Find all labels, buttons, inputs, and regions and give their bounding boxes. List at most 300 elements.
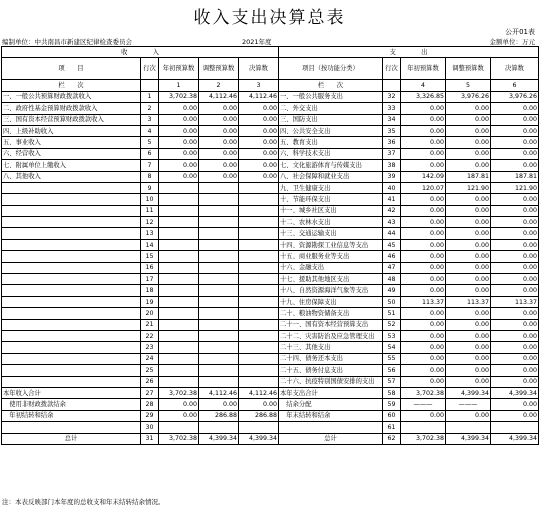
amount-cell: 0.00 bbox=[401, 239, 446, 250]
row-number-cell: 13 bbox=[141, 228, 159, 239]
amount-cell: 0.00 bbox=[491, 285, 539, 296]
amount-cell: 3,702.38 bbox=[159, 387, 199, 398]
amount-cell bbox=[239, 274, 279, 285]
amount-cell: 0.00 bbox=[401, 205, 446, 216]
row-number-cell: 43 bbox=[383, 217, 401, 228]
expense-item-cell: 二十五、债务付息支出 bbox=[279, 365, 383, 376]
row-number-cell: 57 bbox=[383, 376, 401, 387]
row-number-cell: 3 bbox=[141, 114, 159, 125]
amount-cell: 0.00 bbox=[401, 103, 446, 114]
amount-cell: 0.00 bbox=[491, 274, 539, 285]
amount-cell: 0.00 bbox=[491, 262, 539, 273]
table-row bbox=[2, 376, 539, 387]
amount-cell: 0.00 bbox=[446, 319, 491, 330]
income-item-cell: 五、事业收入 bbox=[2, 137, 141, 148]
row-number-cell: 42 bbox=[383, 205, 401, 216]
table-row bbox=[2, 387, 539, 398]
amount-cell: ——— bbox=[401, 399, 446, 410]
amount-cell: 0.00 bbox=[491, 137, 539, 148]
item-header: 项 目 bbox=[2, 58, 141, 80]
amount-cell: 0.00 bbox=[446, 376, 491, 387]
row-number-cell: 20 bbox=[141, 308, 159, 319]
amount-cell bbox=[199, 274, 239, 285]
col-number: 6 bbox=[491, 80, 539, 91]
amount-cell: 113.37 bbox=[491, 296, 539, 307]
amount-cell bbox=[159, 342, 199, 353]
amount-cell: 0.00 bbox=[491, 308, 539, 319]
row-number-cell: 51 bbox=[383, 308, 401, 319]
table-row bbox=[2, 217, 539, 228]
row-number-cell: 17 bbox=[141, 274, 159, 285]
row-number-cell: 25 bbox=[141, 365, 159, 376]
amount-cell bbox=[239, 217, 279, 228]
amount-cell bbox=[159, 319, 199, 330]
amount-cell: 121.90 bbox=[446, 182, 491, 193]
table-row bbox=[2, 251, 539, 262]
row-number-cell: 5 bbox=[141, 137, 159, 148]
table-row bbox=[2, 433, 539, 444]
amount-cell: ——— bbox=[446, 399, 491, 410]
expense-item-cell: 七、文化旅游体育与传媒支出 bbox=[279, 160, 383, 171]
table-row bbox=[2, 262, 539, 273]
expense-item-cell: 二十六、抗疫特别国债安排的支出 bbox=[279, 376, 383, 387]
amount-cell: 120.07 bbox=[401, 182, 446, 193]
amount-cell bbox=[401, 422, 446, 433]
amount-cell: 0.00 bbox=[159, 160, 199, 171]
row-number-cell: 24 bbox=[141, 353, 159, 364]
amount-cell: 113.37 bbox=[446, 296, 491, 307]
table-row bbox=[2, 399, 539, 410]
income-item-cell bbox=[2, 205, 141, 216]
amount-cell: 0.00 bbox=[401, 285, 446, 296]
row-number-cell: 2 bbox=[141, 103, 159, 114]
amount-cell bbox=[159, 285, 199, 296]
row-number-cell: 40 bbox=[383, 182, 401, 193]
amount-cell: 0.00 bbox=[401, 217, 446, 228]
amount-cell bbox=[199, 182, 239, 193]
amount-cell bbox=[239, 330, 279, 341]
amount-cell bbox=[159, 182, 199, 193]
expense-item-cell: 十三、交通运输支出 bbox=[279, 228, 383, 239]
amount-cell: 4,399.34 bbox=[199, 433, 239, 444]
table-row bbox=[2, 296, 539, 307]
amount-cell: 0.00 bbox=[401, 251, 446, 262]
footnote: 注：本表反映部门本年度的总收支和年末结转结余情况。 bbox=[2, 498, 165, 506]
row-number-cell: 44 bbox=[383, 228, 401, 239]
amount-cell: 0.00 bbox=[491, 217, 539, 228]
row-number-cell: 11 bbox=[141, 205, 159, 216]
table-row bbox=[2, 125, 539, 136]
amount-cell: 0.00 bbox=[446, 285, 491, 296]
amount-cell: 0.00 bbox=[401, 319, 446, 330]
amount-cell: 0.00 bbox=[446, 239, 491, 250]
income-item-cell bbox=[2, 319, 141, 330]
amount-cell: 0.00 bbox=[239, 399, 279, 410]
amount-cell bbox=[239, 194, 279, 205]
amount-cell: 3,976.26 bbox=[491, 91, 539, 102]
income-header: 收 入 bbox=[2, 47, 279, 58]
amount-cell: 0.00 bbox=[199, 171, 239, 182]
amount-cell: 0.00 bbox=[401, 262, 446, 273]
expense-item-cell: 八、社会保障和就业支出 bbox=[279, 171, 383, 182]
row-number-cell: 33 bbox=[383, 103, 401, 114]
amount-cell: 0.00 bbox=[401, 376, 446, 387]
row-number-cell: 28 bbox=[141, 399, 159, 410]
amount-cell: 0.00 bbox=[401, 342, 446, 353]
amount-cell bbox=[239, 285, 279, 296]
income-item-cell bbox=[2, 251, 141, 262]
col-number: 5 bbox=[446, 80, 491, 91]
table-row bbox=[2, 274, 539, 285]
expense-item-cell: 十二、农林水支出 bbox=[279, 217, 383, 228]
amount-cell bbox=[239, 365, 279, 376]
table-row bbox=[2, 103, 539, 114]
col-number: 4 bbox=[401, 80, 446, 91]
table-row bbox=[2, 308, 539, 319]
amount-cell: 0.00 bbox=[446, 114, 491, 125]
amount-cell bbox=[199, 285, 239, 296]
amount-cell bbox=[199, 330, 239, 341]
amount-cell: 0.00 bbox=[446, 410, 491, 421]
row-number-cell: 53 bbox=[383, 330, 401, 341]
amount-cell: 0.00 bbox=[159, 103, 199, 114]
income-item-cell: 七、附属单位上缴收入 bbox=[2, 160, 141, 171]
amount-cell: 0.00 bbox=[401, 148, 446, 159]
amount-cell: 0.00 bbox=[446, 365, 491, 376]
amount-cell: 121.90 bbox=[491, 182, 539, 193]
amount-cell: 0.00 bbox=[401, 410, 446, 421]
expense-item-cell: 二十三、其他支出 bbox=[279, 342, 383, 353]
amount-cell: 0.00 bbox=[401, 137, 446, 148]
amount-cell bbox=[199, 239, 239, 250]
lanci-label: 栏 次 bbox=[2, 80, 141, 91]
amount-cell bbox=[199, 251, 239, 262]
amount-cell bbox=[199, 308, 239, 319]
expense-item-cell: 年末结转和结余 bbox=[279, 410, 383, 421]
income-item-cell bbox=[2, 217, 141, 228]
amount-cell: 0.00 bbox=[401, 330, 446, 341]
amount-cell: 0.00 bbox=[159, 171, 199, 182]
income-item-cell bbox=[2, 182, 141, 193]
row-number-cell: 29 bbox=[141, 410, 159, 421]
expense-item-cell: 六、科学技术支出 bbox=[279, 148, 383, 159]
row-number-cell: 27 bbox=[141, 387, 159, 398]
row-number-cell: 36 bbox=[383, 137, 401, 148]
amount-cell bbox=[446, 422, 491, 433]
amount-cell: 0.00 bbox=[446, 330, 491, 341]
row-number-cell: 62 bbox=[383, 433, 401, 444]
row-number-cell: 15 bbox=[141, 251, 159, 262]
amount-cell: 0.00 bbox=[491, 376, 539, 387]
amount-cell: 113.37 bbox=[401, 296, 446, 307]
row-number-cell: 10 bbox=[141, 194, 159, 205]
initial-budget-header: 年初预算数 bbox=[401, 58, 446, 80]
amount-cell: 0.00 bbox=[199, 399, 239, 410]
amount-cell: 0.00 bbox=[199, 125, 239, 136]
amount-cell bbox=[199, 217, 239, 228]
income-item-cell bbox=[2, 285, 141, 296]
table-row bbox=[2, 410, 539, 421]
amount-cell: 4,399.34 bbox=[446, 433, 491, 444]
amount-cell: 0.00 bbox=[491, 353, 539, 364]
col-number: 2 bbox=[199, 80, 239, 91]
row-number-cell: 32 bbox=[383, 91, 401, 102]
row-number-cell: 23 bbox=[141, 342, 159, 353]
row-number-cell: 41 bbox=[383, 194, 401, 205]
expense-item-cell: 二十二、灾害防治及应急管理支出 bbox=[279, 330, 383, 341]
row-number-cell: 22 bbox=[141, 330, 159, 341]
amount-cell bbox=[199, 262, 239, 273]
row-number-cell: 56 bbox=[383, 365, 401, 376]
amount-cell: 0.00 bbox=[401, 353, 446, 364]
amount-cell bbox=[239, 296, 279, 307]
expense-item-cell: 结余分配 bbox=[279, 399, 383, 410]
expense-item-cell: 二十、粮油物资储备支出 bbox=[279, 308, 383, 319]
amount-cell: 4,399.34 bbox=[491, 433, 539, 444]
expense-item-cell: 本年支出合计 bbox=[279, 387, 383, 398]
amount-cell bbox=[159, 296, 199, 307]
row-number-cell: 49 bbox=[383, 285, 401, 296]
amount-cell: 3,702.38 bbox=[401, 433, 446, 444]
amount-cell: 0.00 bbox=[401, 365, 446, 376]
amount-cell: 0.00 bbox=[401, 228, 446, 239]
amount-cell: 0.00 bbox=[239, 148, 279, 159]
table-row bbox=[2, 91, 539, 102]
amount-cell bbox=[199, 205, 239, 216]
amount-cell bbox=[159, 308, 199, 319]
amount-cell: 0.00 bbox=[159, 399, 199, 410]
amount-cell bbox=[239, 353, 279, 364]
amount-cell: 0.00 bbox=[491, 103, 539, 114]
adjusted-budget-header: 调整预算数 bbox=[446, 58, 491, 80]
col-number: 1 bbox=[159, 80, 199, 91]
row-number-cell: 4 bbox=[141, 125, 159, 136]
table-row bbox=[2, 319, 539, 330]
amount-cell: 0.00 bbox=[239, 137, 279, 148]
amount-cell: 0.00 bbox=[159, 125, 199, 136]
row-number-cell: 38 bbox=[383, 160, 401, 171]
amount-cell: 0.00 bbox=[401, 114, 446, 125]
amount-cell: 0.00 bbox=[446, 342, 491, 353]
budget-table bbox=[1, 46, 539, 445]
table-row bbox=[2, 205, 539, 216]
amount-cell: 0.00 bbox=[159, 137, 199, 148]
table-row bbox=[2, 114, 539, 125]
amount-cell: 0.00 bbox=[446, 228, 491, 239]
amount-cell bbox=[199, 296, 239, 307]
amount-cell bbox=[239, 182, 279, 193]
amount-cell: 0.00 bbox=[401, 274, 446, 285]
amount-cell: 0.00 bbox=[239, 114, 279, 125]
amount-cell: 4,399.34 bbox=[239, 433, 279, 444]
amount-cell: 0.00 bbox=[491, 239, 539, 250]
amount-cell bbox=[159, 262, 199, 273]
amount-cell: 0.00 bbox=[239, 160, 279, 171]
final-amount-header: 决算数 bbox=[239, 58, 279, 80]
amount-cell: 0.00 bbox=[446, 194, 491, 205]
income-item-cell bbox=[2, 308, 141, 319]
amount-cell bbox=[239, 319, 279, 330]
amount-cell: 0.00 bbox=[446, 137, 491, 148]
amount-cell: 0.00 bbox=[446, 262, 491, 273]
table-row bbox=[2, 171, 539, 182]
amount-cell: 0.00 bbox=[491, 410, 539, 421]
amount-cell bbox=[199, 319, 239, 330]
lanci-blank bbox=[383, 80, 401, 91]
amount-cell bbox=[199, 376, 239, 387]
amount-cell: 0.00 bbox=[491, 148, 539, 159]
amount-cell bbox=[159, 217, 199, 228]
expense-item-cell: 三、国防支出 bbox=[279, 114, 383, 125]
income-item-cell bbox=[2, 262, 141, 273]
amount-cell bbox=[159, 376, 199, 387]
amount-cell: 0.00 bbox=[491, 365, 539, 376]
row-number-cell: 45 bbox=[383, 239, 401, 250]
row-number-cell: 1 bbox=[141, 91, 159, 102]
row-number-cell: 21 bbox=[141, 319, 159, 330]
income-item-cell: 总计 bbox=[2, 433, 141, 444]
row-number-cell: 12 bbox=[141, 217, 159, 228]
row-number-cell: 59 bbox=[383, 399, 401, 410]
income-item-cell bbox=[2, 376, 141, 387]
amount-cell bbox=[159, 330, 199, 341]
row-number-cell: 35 bbox=[383, 125, 401, 136]
table-row bbox=[2, 137, 539, 148]
row-number-cell: 34 bbox=[383, 114, 401, 125]
amount-cell bbox=[159, 353, 199, 364]
income-item-cell bbox=[2, 353, 141, 364]
income-item-cell bbox=[2, 274, 141, 285]
amount-cell bbox=[239, 422, 279, 433]
amount-cell: 3,976.26 bbox=[446, 91, 491, 102]
income-item-cell: 一、一般公共预算财政拨款收入 bbox=[2, 91, 141, 102]
income-item-cell: 年初结转和结余 bbox=[2, 410, 141, 421]
income-item-cell: 六、经营收入 bbox=[2, 148, 141, 159]
amount-cell: 187.81 bbox=[491, 171, 539, 182]
amount-cell: 0.00 bbox=[239, 171, 279, 182]
amount-cell: 0.00 bbox=[446, 160, 491, 171]
table-row bbox=[2, 353, 539, 364]
expense-item-cell: 十六、金融支出 bbox=[279, 262, 383, 273]
row-number-cell: 50 bbox=[383, 296, 401, 307]
amount-cell: 0.00 bbox=[491, 114, 539, 125]
row-number-cell: 26 bbox=[141, 376, 159, 387]
amount-cell bbox=[159, 205, 199, 216]
amount-cell: 0.00 bbox=[401, 160, 446, 171]
expense-item-cell: 九、卫生健康支出 bbox=[279, 182, 383, 193]
amount-cell: 0.00 bbox=[491, 319, 539, 330]
table-row bbox=[2, 285, 539, 296]
table-row bbox=[2, 239, 539, 250]
income-item-cell: 三、国有资本经营预算财政拨款收入 bbox=[2, 114, 141, 125]
table-row bbox=[2, 194, 539, 205]
col-number: 3 bbox=[239, 80, 279, 91]
amount-cell: 0.00 bbox=[199, 114, 239, 125]
amount-cell: 0.00 bbox=[446, 274, 491, 285]
income-item-cell: 八、其他收入 bbox=[2, 171, 141, 182]
amount-cell: 0.00 bbox=[446, 308, 491, 319]
amount-cell: 0.00 bbox=[159, 148, 199, 159]
amount-cell bbox=[239, 342, 279, 353]
func-item-header: 项目（按功能分类） bbox=[279, 58, 383, 80]
amount-cell: 4,112.46 bbox=[239, 91, 279, 102]
amount-cell: 142.09 bbox=[401, 171, 446, 182]
income-item-cell bbox=[2, 365, 141, 376]
row-number-cell: 30 bbox=[141, 422, 159, 433]
expense-item-cell: 十九、住房保障支出 bbox=[279, 296, 383, 307]
amount-cell: 3,326.85 bbox=[401, 91, 446, 102]
table-row bbox=[2, 342, 539, 353]
amount-cell: 0.00 bbox=[199, 103, 239, 114]
amount-cell bbox=[199, 194, 239, 205]
row-number-cell: 6 bbox=[141, 148, 159, 159]
amount-cell bbox=[199, 228, 239, 239]
amount-cell bbox=[239, 228, 279, 239]
amount-cell bbox=[239, 251, 279, 262]
expense-header: 支 出 bbox=[279, 47, 539, 58]
expense-item-cell: 二十一、国有资本经营预算支出 bbox=[279, 319, 383, 330]
amount-cell: 0.00 bbox=[446, 148, 491, 159]
amount-cell: 0.00 bbox=[159, 410, 199, 421]
org-label: 编制单位：中共南昌市新建区纪律检查委员会 bbox=[2, 38, 132, 46]
expense-item-cell: 总计 bbox=[279, 433, 383, 444]
income-item-cell bbox=[2, 239, 141, 250]
table-row bbox=[2, 148, 539, 159]
expense-item-cell: 十、节能环保支出 bbox=[279, 194, 383, 205]
amount-cell: 0.00 bbox=[199, 148, 239, 159]
row-number-cell: 61 bbox=[383, 422, 401, 433]
expense-item-cell: 十七、援助其他地区支出 bbox=[279, 274, 383, 285]
row-number-cell: 39 bbox=[383, 171, 401, 182]
amount-cell: 0.00 bbox=[491, 342, 539, 353]
table-row bbox=[2, 330, 539, 341]
income-item-cell bbox=[2, 422, 141, 433]
row-number-cell: 7 bbox=[141, 160, 159, 171]
amount-cell: 0.00 bbox=[491, 399, 539, 410]
income-item-cell: 二、政府性基金预算财政拨款收入 bbox=[2, 103, 141, 114]
amount-cell: 0.00 bbox=[159, 114, 199, 125]
table-row bbox=[2, 160, 539, 171]
row-number-cell: 48 bbox=[383, 274, 401, 285]
amount-cell bbox=[159, 251, 199, 262]
expense-item-cell: 十五、商业服务业等支出 bbox=[279, 251, 383, 262]
income-item-cell: 使用非财政拨款结余 bbox=[2, 399, 141, 410]
final-amount-header: 决算数 bbox=[491, 58, 539, 80]
row-number-cell: 60 bbox=[383, 410, 401, 421]
amount-cell: 0.00 bbox=[239, 103, 279, 114]
amount-cell: 0.00 bbox=[239, 125, 279, 136]
amount-cell bbox=[491, 422, 539, 433]
amount-cell bbox=[159, 274, 199, 285]
row-number-cell: 37 bbox=[383, 148, 401, 159]
unit-label: 金额单位：万元 bbox=[489, 38, 535, 46]
row-number-cell: 14 bbox=[141, 239, 159, 250]
amount-cell: 0.00 bbox=[199, 160, 239, 171]
expense-item-cell: 十四、资源勘探工业信息等支出 bbox=[279, 239, 383, 250]
amount-cell: 0.00 bbox=[401, 194, 446, 205]
amount-cell: 0.00 bbox=[446, 217, 491, 228]
row-number-cell: 16 bbox=[141, 262, 159, 273]
amount-cell: 286.88 bbox=[199, 410, 239, 421]
lanci-label: 栏 次 bbox=[279, 80, 383, 91]
amount-cell: 0.00 bbox=[401, 308, 446, 319]
expense-item-cell: 十八、自然资源海洋气象等支出 bbox=[279, 285, 383, 296]
row-number-cell: 58 bbox=[383, 387, 401, 398]
income-item-cell bbox=[2, 342, 141, 353]
amount-cell bbox=[199, 365, 239, 376]
expense-item-cell: 五、教育支出 bbox=[279, 137, 383, 148]
row-number-cell: 31 bbox=[141, 433, 159, 444]
